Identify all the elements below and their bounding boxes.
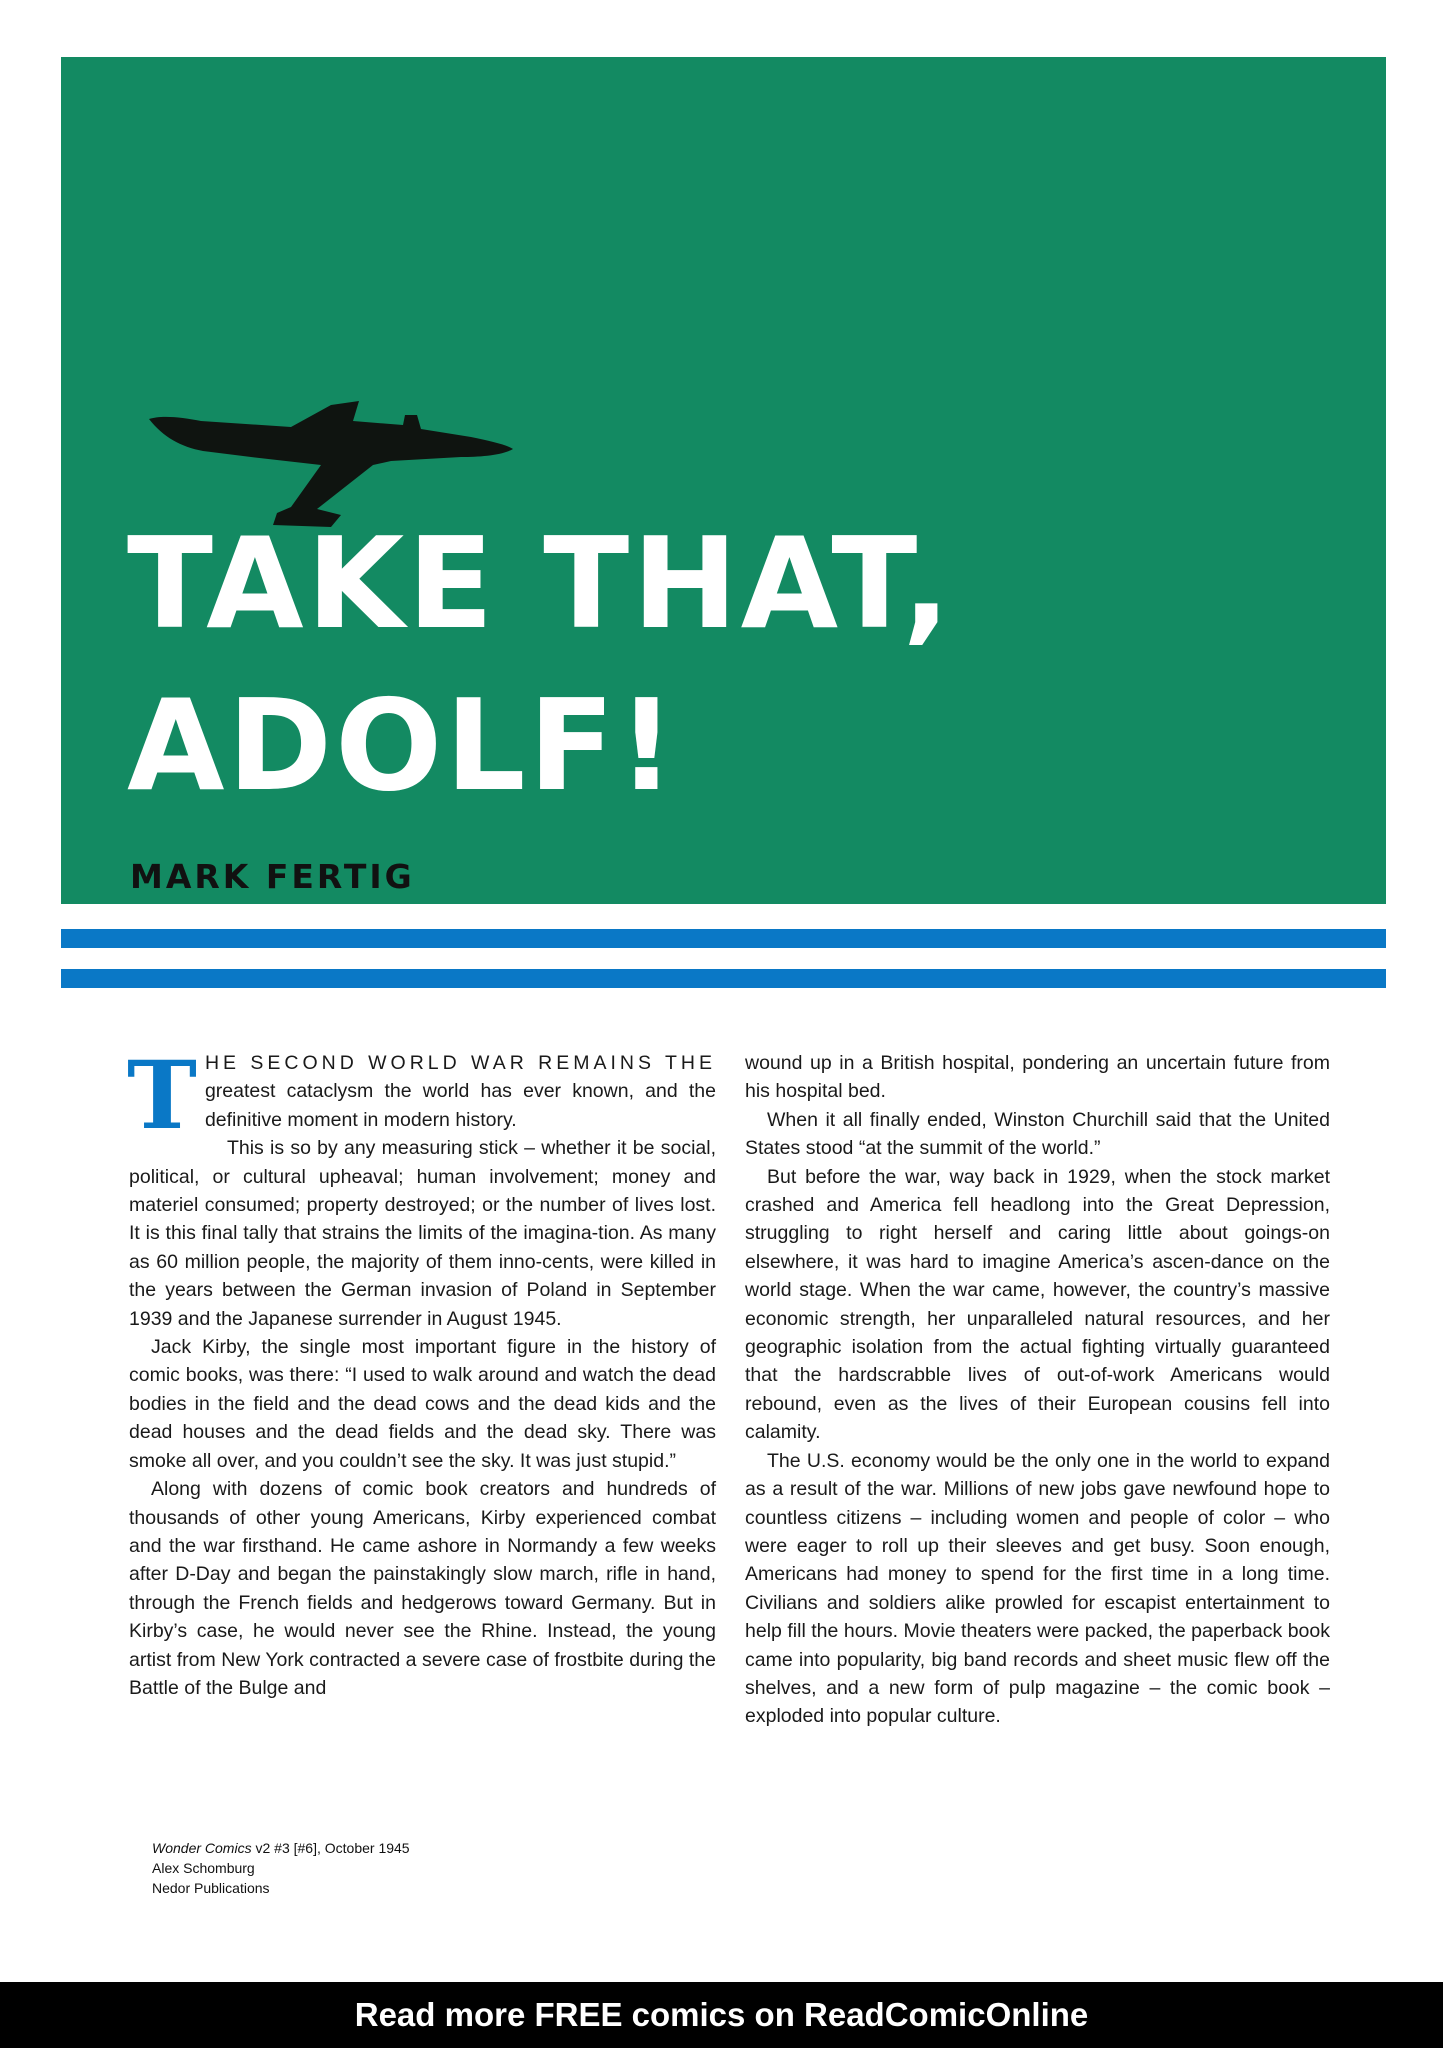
caption-publisher: Nedor Publications: [152, 1880, 270, 1896]
body-paragraph: Along with dozens of comic book creators and hundreds of thousands of other young Americans, Kirby experienced combat and the war firsthand. He came ashore in Normandy a few weeks after D-Day and began the painstakingly slow march, rifle in hand, through the French fields and hedgerows toward Germany. But in Kirby’s case, he would never see the Rhine. Instead, the young artist from New York contracted a severe case of frostbite during the Battle of the Bulge and: [129, 1478, 716, 1699]
lead-text: greatest cataclysm the world has ever known, and the definitive moment in modern history.: [204, 1080, 716, 1131]
caption-artist: Alex Schomburg: [152, 1860, 255, 1876]
image-caption: [152, 1838, 410, 1898]
caption-issue: v2 #3 [#6], October 1945: [251, 1840, 410, 1856]
hero-banner: [61, 57, 1386, 904]
caption-title: Wonder Comics: [152, 1840, 252, 1856]
body-paragraph: Jack Kirby, the single most important figure in the history of comic books, was there: “I used to walk around and watch the dead bodies in the field and the dead cows and the dead kids and the dead houses and the dead fields and the dead sky. There was smoke all over, and you couldn’t see the sky. It was just stupid.”: [129, 1336, 716, 1472]
drop-cap: T: [127, 1041, 197, 1151]
footer-banner[interactable]: [0, 1982, 1443, 2048]
article-title: TAKE THAT, ADOLF!: [127, 510, 954, 819]
article-column-left: [127, 1041, 716, 1702]
body-paragraph-continued: wound up in a British hospital, pondering an uncertain future from his hospital bed.: [745, 1052, 1330, 1103]
lead-paragraph: [127, 1041, 716, 1151]
body-paragraph: This is so by any measuring stick – whether it be social, political, or cultural upheaval; human involvement; money and materiel consumed; property destroyed; or the number of lives lost. It is this final tally that strains the limits of the imagina-tion. As many as 60 million people, the majority of them inno-cents, were killed in the years between the German invasion of Poland in September 1939 and the Japanese surrender in August 1945.: [129, 1137, 716, 1330]
body-paragraph: The U.S. economy would be the only one in the world to expand as a result of the war. Millions of new jobs gave newfound hope to countless citizens – including women and people of color – who were eager to roll up their sleeves and get busy. Soon enough, Americans had money to spend for the first time in a long time. Civilians and soldiers alike prowled for escapist entertainment to help fill the hours. Movie theaters were packed, the paperback book came into popularity, big band records and sheet music flew off the shelves, and a new form of pulp magazine – the comic book – exploded into popular culture.: [745, 1449, 1330, 1728]
footer-link-text[interactable]: Read more FREE comics on ReadComicOnline: [354, 1996, 1089, 2033]
body-paragraph: When it all finally ended, Winston Churchill said that the United States stood “at the summit of the world.”: [745, 1108, 1330, 1160]
article-column-right: [745, 1049, 1330, 1731]
caption-title-line: [152, 1838, 410, 1858]
blue-stripe-top: [61, 929, 1386, 948]
author-byline: MARK FERTIG: [130, 857, 415, 896]
body-paragraph: But before the war, way back in 1929, when the stock market crashed and America fell headlong into the Great Depression, struggling to right herself and caring little about goings-on elsewhere, it was hard to imagine America’s ascen-dance on the world stage. When the war came, however, the country’s massive economic strength, her unparalleled natural resources, and her geographic isolation from the actual fighting virtually guaranteed that the hardscrabble lives of out-of-work Americans would rebound, even as the lives of their European cousins fell into calamity.: [745, 1165, 1330, 1444]
lead-caps: HE SECOND WORLD WAR REMAINS THE: [204, 1052, 716, 1074]
blue-stripe-bottom: [61, 969, 1386, 988]
